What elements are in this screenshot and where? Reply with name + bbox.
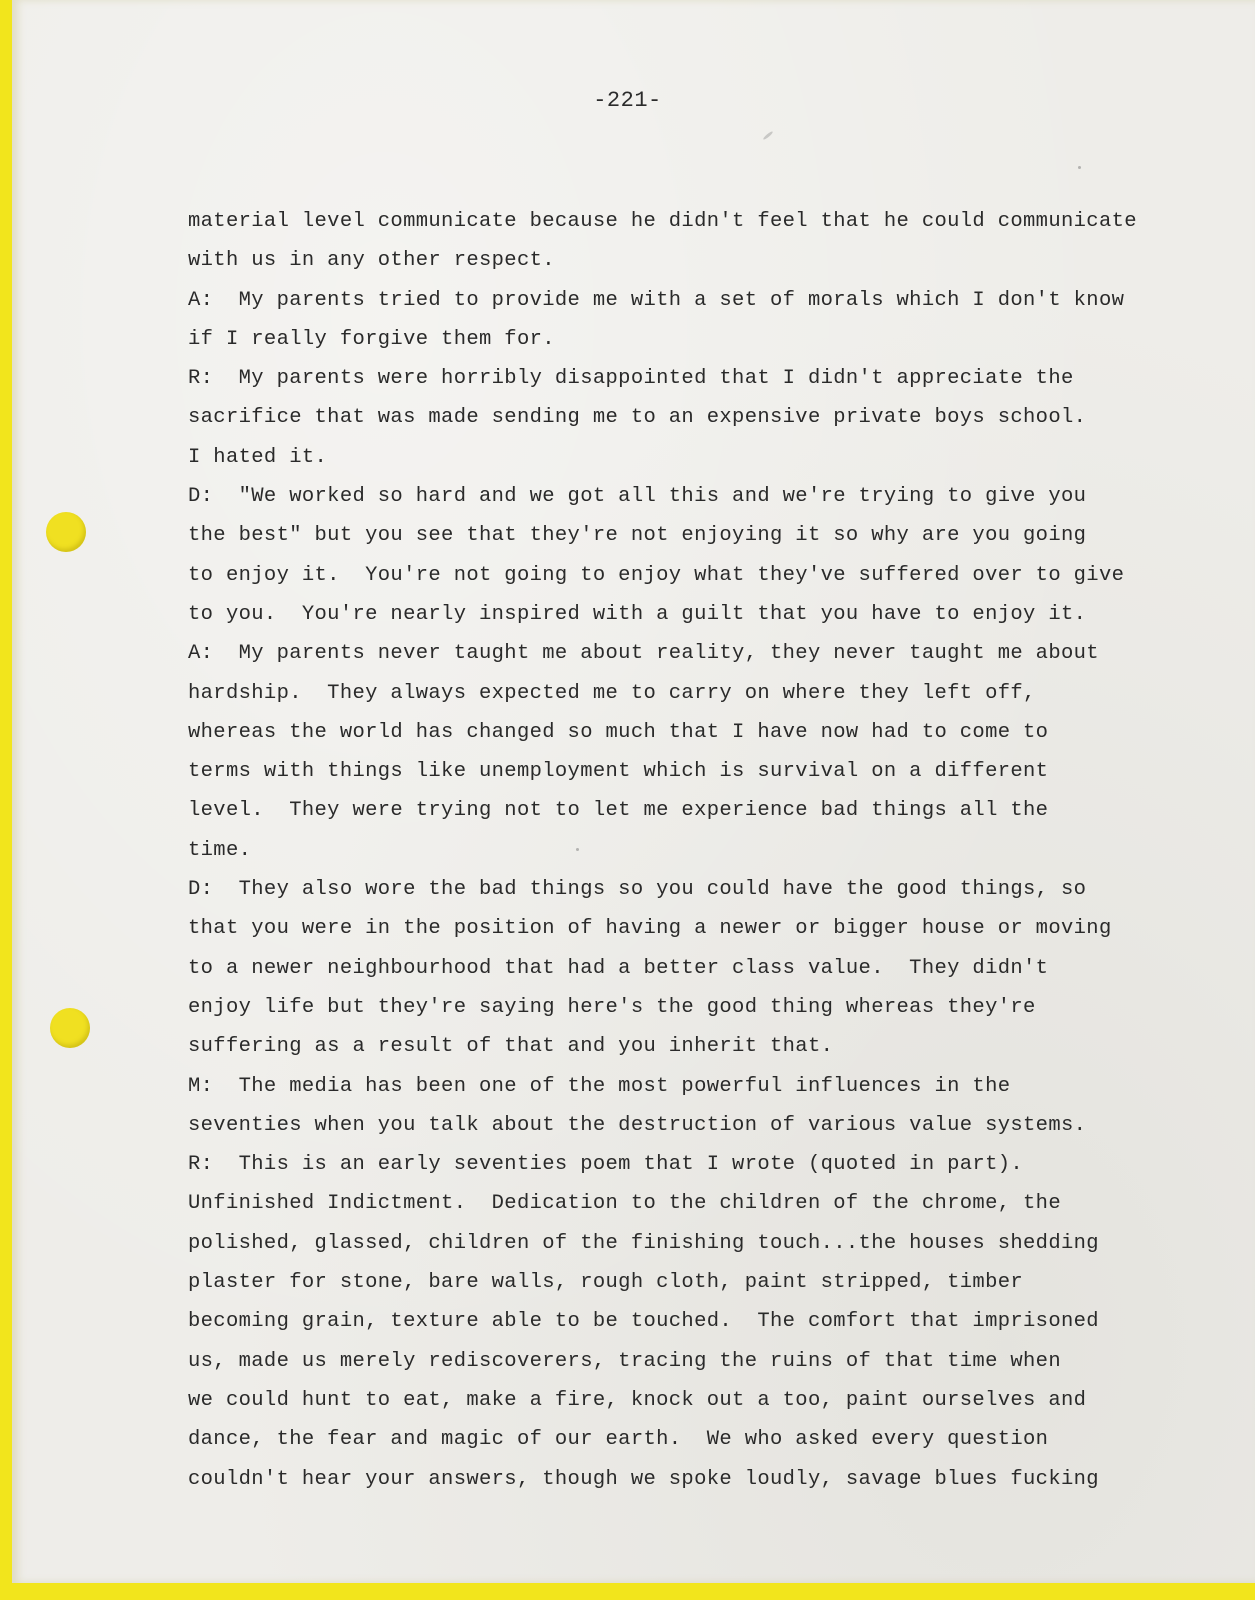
transcript-body [188, 202, 1178, 1499]
text-line: the best" but you see that they're not enjoying it so why are you going [188, 524, 1087, 548]
text-line: if I really forgive them for. [188, 327, 555, 351]
text-line: becoming grain, texture able to be touched. The comfort that imprisoned [188, 1310, 1099, 1334]
text-line: to a newer neighbourhood that had a better class value. They didn't [188, 956, 1049, 980]
text-line: terms with things like unemployment which is survival on a different [188, 760, 1049, 784]
text-line: R: My parents were horribly disappointed that I didn't appreciate the [188, 367, 1074, 391]
text-line: Unfinished Indictment. Dedication to the children of the chrome, the [188, 1192, 1061, 1216]
punch-hole-top [46, 512, 86, 552]
text-line: we could hunt to eat, make a fire, knock out a too, paint ourselves and [188, 1388, 1087, 1412]
text-line: A: My parents never taught me about reality, they never taught me about [188, 642, 1099, 666]
text-line: D: They also wore the bad things so you could have the good things, so [188, 878, 1087, 902]
text-line: couldn't hear your answers, though we spoke loudly, savage blues fucking [188, 1467, 1099, 1491]
text-line: sacrifice that was made sending me to an expensive private boys school. [188, 406, 1087, 430]
text-line: time. [188, 838, 252, 862]
text-line: us, made us merely rediscoverers, tracing the ruins of that time when [188, 1349, 1061, 1373]
paper-speck [1078, 166, 1081, 169]
text-line: whereas the world has changed so much that I have now had to come to [188, 720, 1049, 744]
text-line: polished, glassed, children of the finishing touch...the houses shedding [188, 1231, 1099, 1255]
text-line: with us in any other respect. [188, 249, 555, 273]
text-line: material level communicate because he didn't feel that he could communicate [188, 210, 1137, 233]
text-line: suffering as a result of that and you inherit that. [188, 1035, 834, 1059]
text-line: D: "We worked so hard and we got all this and we're trying to give you [188, 485, 1087, 509]
text-line: A: My parents tried to provide me with a set of morals which I don't know [188, 288, 1125, 312]
text-line: M: The media has been one of the most powerful influences in the [188, 1074, 1011, 1098]
text-line: dance, the fear and magic of our earth. We who asked every question [188, 1428, 1049, 1452]
text-line: I hated it. [188, 445, 328, 469]
page-number: -221- [593, 88, 662, 113]
punch-hole-bottom [50, 1008, 90, 1048]
text-line: to you. You're nearly inspired with a guilt that you have to enjoy it. [188, 602, 1087, 626]
text-line: to enjoy it. You're not going to enjoy what they've suffered over to give [188, 563, 1125, 587]
text-line: R: This is an early seventies poem that I wrote (quoted in part). [188, 1153, 1024, 1177]
text-line: seventies when you talk about the destruction of various value systems. [188, 1113, 1087, 1137]
text-line: enjoy life but they're saying here's the good thing whereas they're [188, 995, 1036, 1019]
text-line: level. They were trying not to let me experience bad things all the [188, 799, 1049, 823]
text-line: plaster for stone, bare walls, rough cloth, paint stripped, timber [188, 1271, 1024, 1295]
text-line: hardship. They always expected me to carry on where they left off, [188, 681, 1036, 705]
text-line: that you were in the position of having a newer or bigger house or moving [188, 917, 1112, 941]
